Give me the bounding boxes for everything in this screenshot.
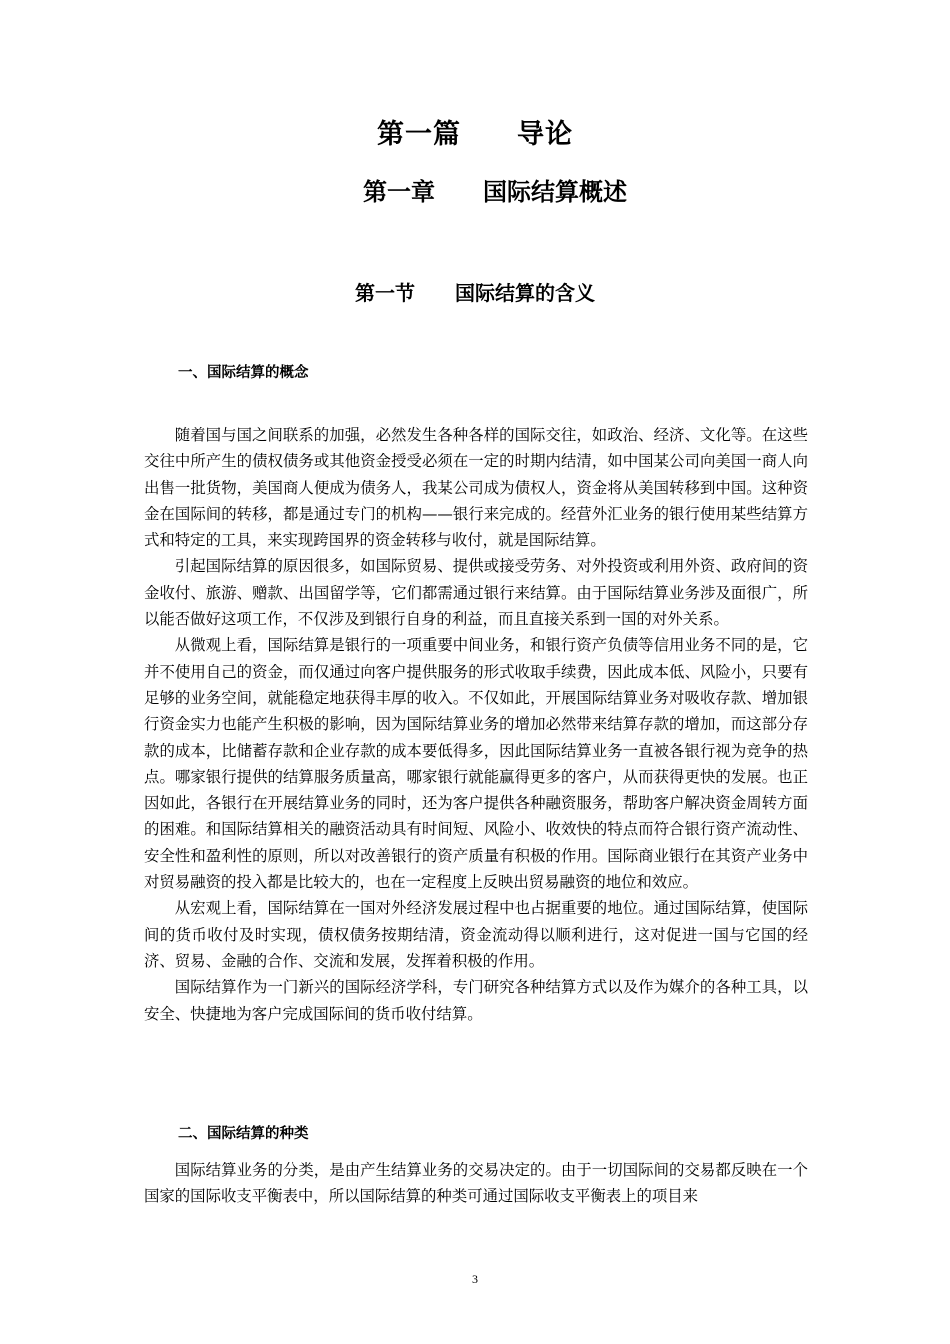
types-body [144, 1157, 808, 1210]
paragraph: 国际结算业务的分类，是由产生结算业务的交易决定的。由于一切国际间的交易都反映在一个国家的国际收支平衡表中，所以国际结算的种类可通过国际收支平衡表上的项目来 [144, 1161, 808, 1206]
paragraph: 从微观上看，国际结算是银行的一项重要中间业务，和银行资产负债等信用业务不同的是，它并不使用自己的资金，而仅通过向客户提供服务的形式收取手续费，因此成本低、风险小，只要有足够的业务空间，就能稳定地获得丰厚的收入。不仅如此，开展国际结算业务对吸收存款、增加银行资金实力也能产生积极的影响，因为国际结算业务的增加必然带来结算存款的增加，而这部分存款的成本，比储蓄存款和企业存款的成本要低得多，因此国际结算业务一直被各银行视为竞争的热点。哪家银行提供的结算服务质量高，哪家银行就能赢得更多的客户，从而获得更快的发展。也正因如此，各银行在开展结算业务的同时，还为客户提供各种融资服务，帮助客户解决资金周转方面的困难。和国际结算相关的融资活动具有时间短、风险小、收效快的特点而符合银行资产流动性、安全性和盈利性的原则，所以对改善银行的资产质量有积极的作用。国际商业银行在其资产业务中对贸易融资的投入都是比较大的，也在一定程度上反映出贸易融资的地位和效应。 [144, 636, 808, 892]
paragraph: 随着国与国之间联系的加强，必然发生各种各样的国际交往，如政治、经济、文化等。在这些交往中所产生的债权债务或其他资金授受必须在一定的时期内结清，如中国某公司向美国一商人向出售一批货物，美国商人便成为债务人，我某公司成为债权人，资金将从美国转移到中国。这种资金在国际间的转移，都是通过专门的机构——银行来完成的。经营外汇业务的银行使用某些结算方式和特定的工具，来实现跨国界的资金转移与收付，就是国际结算。 [144, 426, 808, 550]
concept-body [144, 422, 808, 1027]
paragraph: 国际结算作为一门新兴的国际经济学科，专门研究各种结算方式以及作为媒介的各种工具，以安全、快捷地为客户完成国际间的货币收付结算。 [144, 978, 808, 1023]
paragraph: 引起国际结算的原因很多，如国际贸易、提供或接受劳务、对外投资或利用外资、政府间的资金收付、旅游、赠款、出国留学等，它们都需通过银行来结算。由于国际结算业务涉及面很广，所以能否做好这项工作，不仅涉及到银行自身的利益，而且直接关系到一国的对外关系。 [144, 557, 808, 629]
subheading-types: 二、国际结算的种类 [178, 1126, 309, 1142]
subheading-concept: 一、国际结算的概念 [178, 365, 309, 381]
chapter-title: 第一章 国际结算概述 [363, 178, 627, 206]
section-title: 第一节 国际结算的含义 [355, 281, 595, 305]
page-number: 3 [472, 1272, 478, 1286]
paragraph: 从宏观上看，国际结算在一国对外经济发展过程中也占据重要的地位。通过国际结算，使国际间的货币收付及时实现，债权债务按期结清，资金流动得以顺利进行，这对促进一国与它国的经济、贸易、金融的合作、交流和发展，发挥着积极的作用。 [144, 899, 808, 970]
part-title: 第一篇 导论 [377, 119, 573, 150]
